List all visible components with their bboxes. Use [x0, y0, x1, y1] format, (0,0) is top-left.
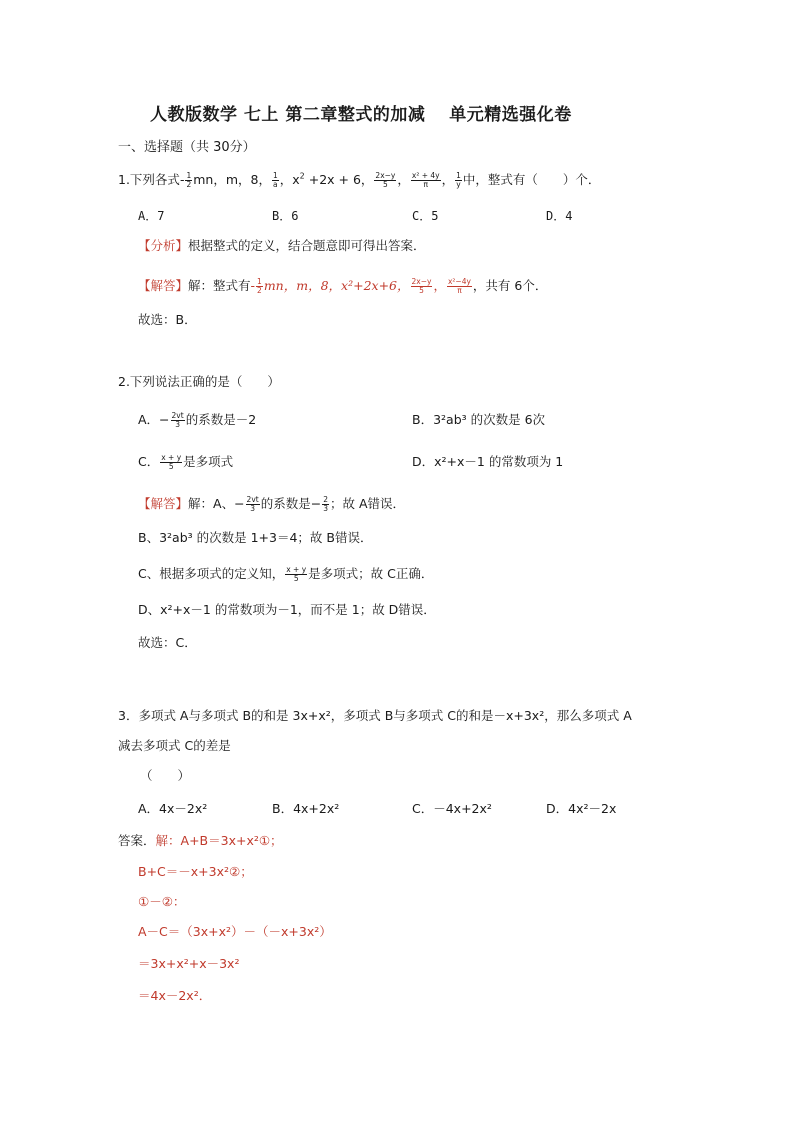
q1-option-b: B．6	[272, 209, 299, 223]
fraction: $\frac{x + y}{5}$	[286, 565, 307, 583]
q1-answer: 【解答】解：整式有- $\frac{1}{2}$ mn，m，8，x²+2x+6， $\frac{2x-y}{5}$ ， $\frac{\text{x²−4y}}{\pi}$ ，共有 6个．	[138, 277, 548, 295]
q2-option-c: C． $\frac{x + y}{5}$ 是多项式	[138, 453, 234, 471]
q3-solution-line5: ＝3x+x²+x－3x²	[138, 956, 240, 971]
q3-option-b: B．4x+2x²	[272, 801, 340, 816]
q3-solution-line4: A－C＝（3x+x²）－（－x+3x²）	[138, 924, 332, 939]
q3-option-a: A．4x－2x²	[138, 801, 208, 816]
fraction: $\frac{x + y}{5}$	[161, 453, 182, 471]
q3-solution-line1: 答案．解：A+B＝3x+x²①；	[118, 833, 283, 848]
page-title: 人教版数学 七上 第二章整式的加减 单元精选强化卷	[150, 105, 572, 125]
fraction: $\frac{2x-y}{5}$	[411, 277, 432, 295]
q2-answer-b: B、3²ab³ 的次数是 1+3＝4；故 B错误．	[138, 530, 373, 545]
q2-option-d: D．x²+x－1 的常数项为 1	[412, 454, 564, 469]
fraction: $\frac{2vt}{3}$	[246, 495, 259, 513]
q1-option-c: C．5	[412, 209, 439, 223]
q3-solution-line6: ＝4x－2x²．	[138, 988, 212, 1003]
fraction: $\frac{1}{a}$	[272, 171, 278, 189]
q3-option-d: D．4x²－2x	[546, 801, 617, 816]
fraction: $\frac{1}{y}$	[456, 171, 461, 189]
fraction: $\frac{\text{x² + 4y}}{\pi}$	[411, 171, 440, 189]
q2-answer-c: C、根据多项式的定义知， $\frac{x + y}{5}$ 是多项式；故 C正确．	[138, 565, 434, 583]
fraction: $\frac{1}{2}$	[257, 277, 262, 295]
q3-solution-line2: B+C＝－x+3x²②；	[138, 864, 253, 879]
q1-option-a: A．7	[138, 209, 165, 223]
q3-stem-line2: 减去多项式 C的差是	[118, 738, 231, 753]
q2-answer-a: 【解答】解：A、− $\frac{2vt}{3}$ 的系数是− $\frac{2}{3}$ ；故 A错误．	[138, 495, 405, 513]
fraction: $\frac{2x-y}{5}$	[375, 171, 396, 189]
section-heading: 一、选择题（共 30分）	[118, 140, 256, 155]
q2-stem: 2.下列说法正确的是（ ）	[118, 374, 280, 389]
q2-option-a: A．− $\frac{2vt}{3}$ 的系数是－2	[138, 411, 257, 429]
q3-answer-paren: （ ）	[140, 768, 191, 783]
fraction: $\frac{2vt}{3}$	[171, 411, 184, 429]
q2-answer-d: D、x²+x－1 的常数项为－1，而不是 1；故 D错误．	[138, 602, 436, 617]
q3-option-c: C．－4x+2x²	[412, 801, 492, 816]
q1-choose: 故选：B．	[138, 312, 197, 327]
q1-stem: 1.下列各式- $\frac{1}{2}$ mn，m，8， $\frac{1}{a}$ ，$x^2 +2x + 6$， $\frac{2x-y}{5}$ ， $\frac{\text{x² + 4y}}{\pi}$ ， $\frac{1}{y}$ 中，整式有（ ）个．	[118, 171, 601, 189]
q1-option-d: D．4	[546, 209, 573, 223]
q2-option-b: B．3²ab³ 的次数是 6次	[412, 412, 546, 427]
q1-analysis: 【分析】根据整式的定义，结合题意即可得出答案．	[138, 238, 426, 253]
fraction: $\frac{\text{x²−4y}}{\pi}$	[447, 277, 471, 295]
q3-solution-line3: ①－②：	[138, 894, 186, 909]
fraction: $\frac{1}{2}$	[186, 171, 192, 189]
q3-stem-line1: 3．多项式 A与多项式 B的和是 3x+x²，多项式 B与多项式 C的和是－x+3x²，那么多项式 A	[118, 708, 632, 723]
fraction: $\frac{2}{3}$	[323, 495, 328, 513]
q2-choose: 故选：C．	[138, 635, 197, 650]
